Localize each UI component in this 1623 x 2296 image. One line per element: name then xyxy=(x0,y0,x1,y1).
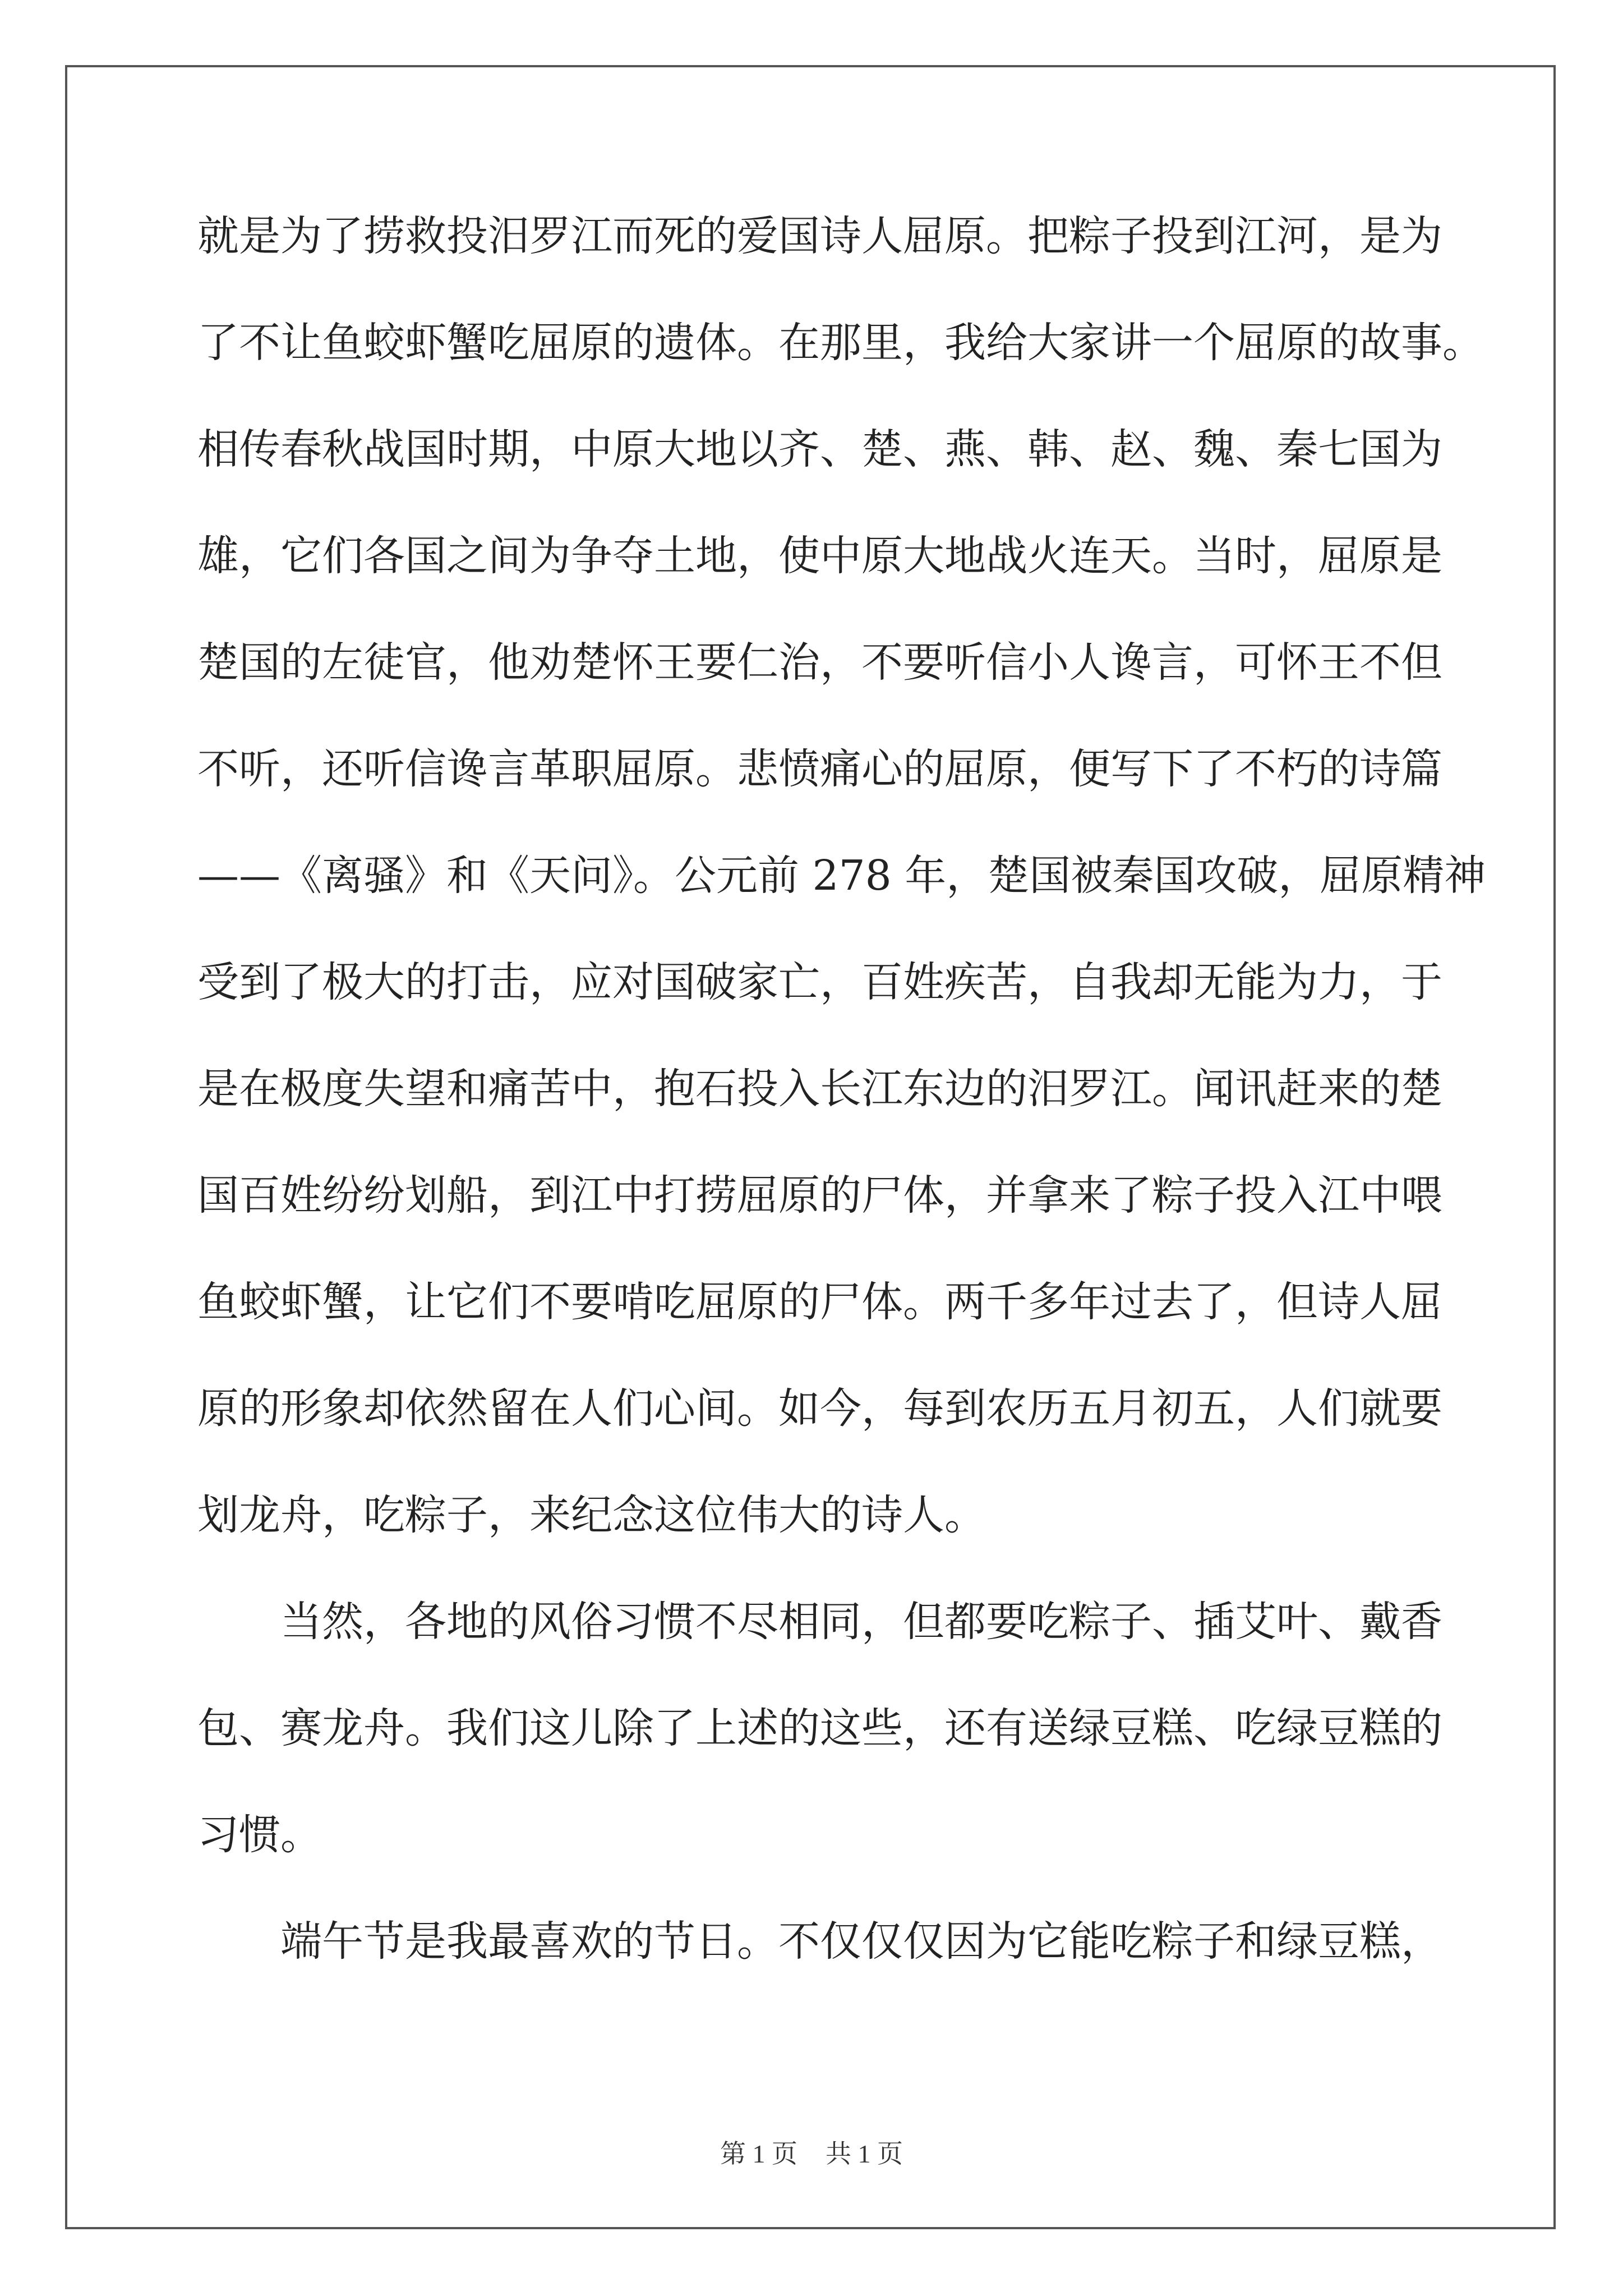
text-line: 是在极度失望和痛苦中，抱石投入长江东边的汨罗江。闻讯赶来的楚 xyxy=(197,1065,1442,1113)
text-line: 习惯。 xyxy=(197,1811,322,1859)
text-line: 划龙舟，吃粽子，来纪念这位伟大的诗人。 xyxy=(197,1491,986,1539)
text-line: 不听，还听信谗言革职屈原。悲愤痛心的屈原，便写下了不朽的诗篇 xyxy=(197,745,1442,793)
text-line: 原的形象却依然留在人们心间。如今，每到农历五月初五，人们就要 xyxy=(197,1384,1442,1433)
page-footer xyxy=(0,2133,1623,2170)
text-line: 就是为了捞救投汨罗江而死的爱国诗人屈原。把粽子投到江河，是为 xyxy=(197,212,1442,260)
page-number-current: 第 1 页 xyxy=(720,2139,797,2168)
text-line: ——《离骚》和《天问》。公元前 278 年，楚国被秦国攻破，屈原精神 xyxy=(197,852,1486,900)
text-line: 端午节是我最喜欢的节日。不仅仅仅因为它能吃粽子和绿豆糕， xyxy=(197,1917,1442,1966)
page-number-total: 共 1 页 xyxy=(826,2139,903,2168)
text-line: 包、赛龙舟。我们这儿除了上述的这些，还有送绿豆糕、吃绿豆糕的 xyxy=(197,1704,1442,1752)
document-body xyxy=(197,205,1486,2017)
text-line: 国百姓纷纷划船，到江中打捞屈原的尸体，并拿来了粽子投入江中喂 xyxy=(197,1171,1442,1220)
text-line: 受到了极大的打击，应对国破家亡，百姓疾苦，自我却无能为力，于 xyxy=(197,958,1442,1006)
text-line: 了不让鱼蛟虾蟹吃屈原的遗体。在那里，我给大家讲一个屈原的故事。 xyxy=(197,319,1484,367)
text-line: 相传春秋战国时期，中原大地以齐、楚、燕、韩、赵、魏、秦七国为 xyxy=(197,425,1442,473)
text-line: 楚国的左徒官，他劝楚怀王要仁治，不要听信小人谗言，可怀王不但 xyxy=(197,638,1442,687)
text-line: 当然，各地的风俗习惯不尽相同，但都要吃粽子、插艾叶、戴香 xyxy=(197,1598,1442,1646)
text-line: 雄，它们各国之间为争夺土地，使中原大地战火连天。当时，屈原是 xyxy=(197,532,1442,580)
text-line: 鱼蛟虾蟹，让它们不要啃吃屈原的尸体。两千多年过去了，但诗人屈 xyxy=(197,1278,1442,1326)
